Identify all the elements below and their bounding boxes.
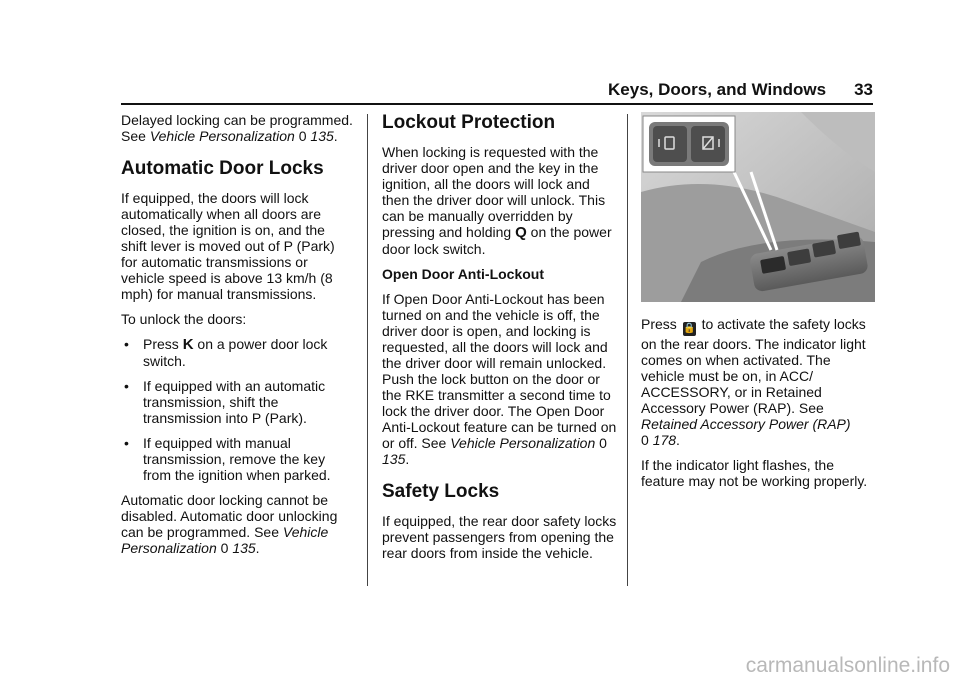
paragraph: If the indicator light flashes, the feature may not be working properly. [641,457,868,489]
paragraph: Press 🔒 to activate the safety locks on the rear doors. The indicator light comes on when activated. The vehicle must be on, in ACC/ ACCESSORY, or in Retained Accessory Power (RAP). See Retained Accessory Power (RAP) 0 178. [641,316,866,448]
door-panel-photo [641,112,875,302]
list-item: • Press K on a power door lock switch. [124,336,328,369]
subheading-open-door-anti-lockout: Open Door Anti-Lockout [382,266,545,282]
unlock-key-icon: K [182,336,194,353]
page-ref-number: 135 [382,451,406,467]
heading-lockout-protection: Lockout Protection [382,112,556,133]
heading-safety-locks: Safety Locks [382,481,500,502]
heading-automatic-door-locks: Automatic Door Locks [121,158,324,179]
safety-lock-icon: 🔒 [682,323,696,334]
page-header [608,80,873,100]
page-ref-number: 135 [232,540,256,556]
column-2 [382,112,618,570]
list-item: • If equipped with an automatic transmission, shift the transmission into P (Park). [124,378,326,426]
paragraph: Delayed locking can be programmed. See Vehicle Personalization 0 135. [121,112,353,144]
page-ref-arrow-icon: 0 [599,435,607,451]
paragraph: To unlock the doors: [121,311,247,327]
page-number: 33 [854,80,873,99]
paragraph: When locking is requested with the driver door open and the key in the ignition, all the doors will lock and then the driver door will unlock. This can be manually overridden by pressing and holding Q on the power door lock switch. [382,144,612,257]
page-ref-arrow-icon: 0 [220,540,229,556]
page-ref-number: 135 [310,128,334,144]
paragraph: Automatic door locking cannot be disabled. Automatic door unlocking can be programmed. See Vehicle Personalization 0 135. [121,492,338,556]
watermark: carmanualsonline.info [745,654,950,677]
paragraph: If equipped, the rear door safety locks prevent passengers from opening the rear doors from inside the vehicle. [382,513,617,561]
section-title: Keys, Doors, and Windows [608,80,827,99]
page-ref-arrow-icon: 0 [298,128,307,144]
list-item: • If equipped with manual transmission, remove the key from the ignition when parked. [124,435,331,483]
lock-icon: Q [515,224,527,241]
header-rule [121,103,873,105]
column-divider-1 [367,114,368,586]
door-switch-illustration [641,112,875,302]
cross-reference-link[interactable]: Vehicle Personalization [450,435,596,451]
page-ref-number: 178 [652,432,677,448]
column-3 [641,112,877,498]
paragraph: If Open Door Anti-Lockout has been turned on and the vehicle is off, the driver door is open, and locking is requested, all the doors will lock and the driver door will remain unlocked. Push the lock button on the door or the RKE transmitter a second time to lock the driver door. The Open Door Anti-Lockout feature can be turned on or off. See Vehicle Personalization 0 135. [382,291,617,467]
paragraph: If equipped, the doors will lock automatically when all doors are closed, the ignition is on, and the shift lever is moved out of P (Park) for automatic transmissions or vehicle speed is above 13 km/h (8 mph) for manual transmissions. [121,190,335,302]
cross-reference-link[interactable]: Vehicle Personalization [149,128,295,144]
cross-reference-link[interactable]: Retained Accessory Power (RAP) [641,416,851,432]
page-ref-arrow-icon: 0 [641,432,649,448]
column-divider-2 [627,114,628,586]
column-1 [121,112,353,565]
cross-reference-link[interactable]: Vehicle Personalization [121,524,329,556]
